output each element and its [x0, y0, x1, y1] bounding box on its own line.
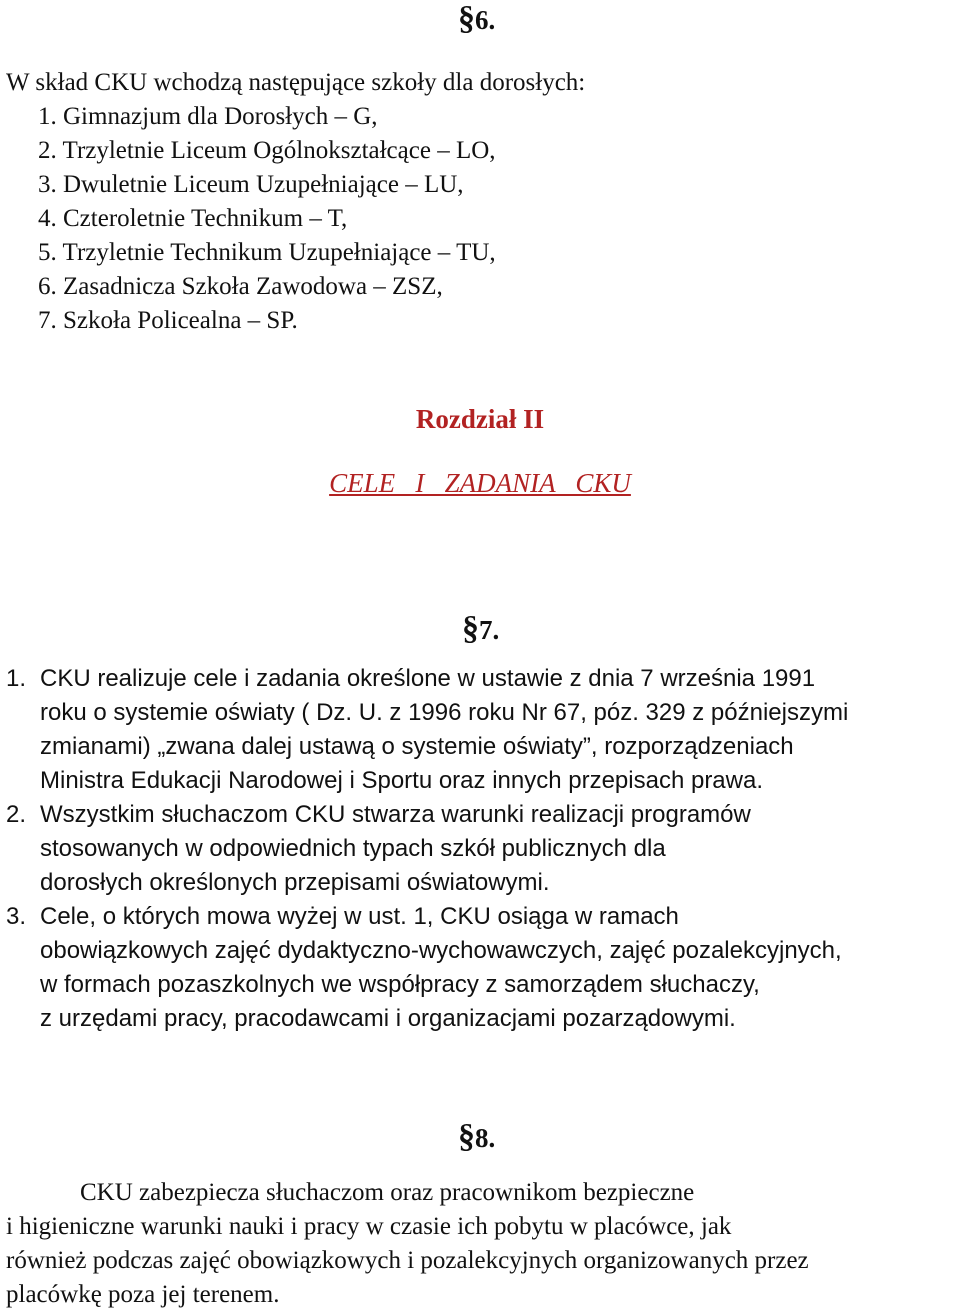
list-item: 3. Dwuletnie Liceum Uzupełniające – LU, — [38, 171, 464, 198]
list-item: 1. Gimnazjum dla Dorosłych – G, — [38, 103, 378, 130]
list-item: 7. Szkoła Policealna – SP. — [38, 307, 298, 334]
paragraph-line: zmianami) „zwana dalej ustawą o systemie oświaty”, rozporządzeniach — [40, 733, 794, 760]
paragraph-line: CKU zabezpiecza słuchaczom oraz pracownikom bezpieczne — [80, 1179, 695, 1206]
paragraph-line: CKU realizuje cele i zadania określone w ustawie z dnia 7 września 1991 — [40, 665, 816, 692]
paragraph-line: roku o systemie oświaty ( Dz. U. z 1996 roku Nr 67, póz. 329 z późniejszymi — [40, 699, 849, 726]
paragraph-line: z urzędami pracy, pracodawcami i organizacjami pozarządowymi. — [40, 1005, 736, 1032]
paragraph-line: stosowanych w odpowiednich typach szkół publicznych dla — [40, 835, 666, 862]
item-number: 3. — [6, 903, 27, 930]
section-mark: § — [458, 0, 475, 37]
section-number: 7. — [479, 615, 500, 645]
section-6-heading — [458, 0, 495, 38]
section-number: 6. — [475, 5, 496, 35]
section-7-heading — [462, 610, 499, 648]
list-item: 5. Trzyletnie Technikum Uzupełniające – TU, — [38, 239, 496, 266]
paragraph-line: placówkę poza jej terenem. — [6, 1281, 280, 1308]
chapter-title: Rozdział II — [415, 404, 545, 434]
paragraph-line: Ministra Edukacji Narodowej i Sportu oraz innych przepisach prawa. — [40, 767, 763, 794]
section-mark: § — [462, 610, 479, 647]
paragraph-line: i higieniczne warunki nauki i pracy w czasie ich pobytu w placówce, jak — [6, 1213, 732, 1240]
paragraph-line: dorosłych określonych przepisami oświatowymi. — [40, 869, 550, 896]
section-number: 8. — [475, 1123, 496, 1153]
paragraph-line: obowiązkowych zajęć dydaktyczno-wychowawczych, zajęć pozalekcyjnych, — [40, 937, 842, 964]
item-number: 2. — [6, 801, 27, 828]
list-item: 6. Zasadnicza Szkoła Zawodowa – ZSZ, — [38, 273, 443, 300]
paragraph-line: Wszystkim słuchaczom CKU stwarza warunki realizacji programów — [40, 801, 751, 828]
paragraph-line: Cele, o których mowa wyżej w ust. 1, CKU osiąga w ramach — [40, 903, 679, 930]
intro-text: W skład CKU wchodzą następujące szkoły dla dorosłych: — [6, 69, 586, 96]
section-8-heading — [458, 1118, 495, 1156]
list-item: 4. Czteroletnie Technikum – T, — [38, 205, 348, 232]
paragraph-line: również podczas zajęć obowiązkowych i pozalekcyjnych organizowanych przez — [6, 1247, 809, 1274]
section-mark: § — [458, 1118, 475, 1155]
chapter-subtitle: CELE I ZADANIA CKU — [329, 468, 631, 498]
paragraph-line: w formach pozaszkolnych we współpracy z samorządem słuchaczy, — [40, 971, 760, 998]
list-item: 2. Trzyletnie Liceum Ogólnokształcące – LO, — [38, 137, 496, 164]
item-number: 1. — [6, 665, 27, 692]
